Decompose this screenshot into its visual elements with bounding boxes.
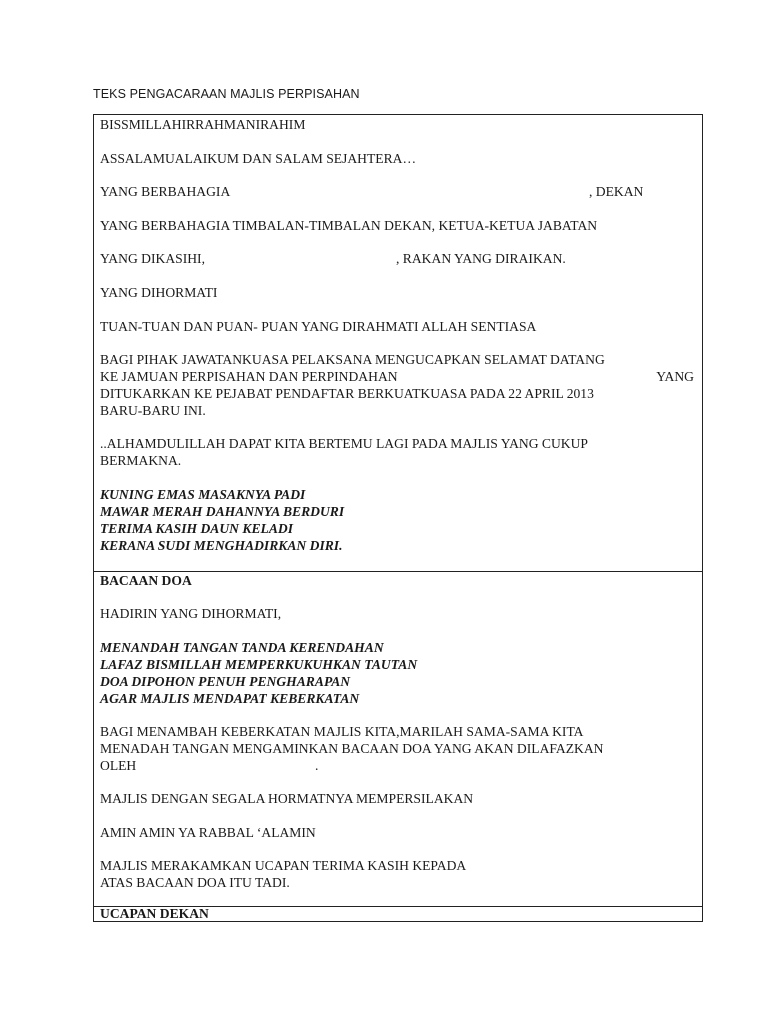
oleh-text: OLEH [100, 758, 137, 773]
doa-pantun-line: MENANDAH TANGAN TANDA KERENDAHAN [100, 640, 384, 655]
dekan-text: , DEKAN [589, 184, 644, 199]
mempersilakan-line: MAJLIS DENGAN SEGALA HORMATNYA MEMPERSILAKAN [100, 791, 474, 806]
bismillah-line: BISSMILLAHIRRAHMANIRAHIM [100, 117, 306, 132]
rakan-text: , RAKAN YANG DIRAIKAN. [396, 251, 566, 266]
doa-para-line-1: BAGI MENAMBAH KEBERKATAN MAJLIS KITA,MARILAH SAMA-SAMA KITA [100, 724, 584, 739]
oleh-period: . [315, 758, 319, 773]
pantun-line: KUNING EMAS MASAKNYA PADI [100, 487, 306, 502]
pantun-line: MAWAR MERAH DAHANNYA BERDURI [100, 504, 345, 519]
salam-line: ASSALAMUALAIKUM DAN SALAM SEJAHTERA… [100, 151, 417, 166]
document-title: TEKS PENGACARAAN MAJLIS PERPISAHAN [93, 87, 360, 101]
doa-para-line-2: MENADAH TANGAN MENGAMINKAN BACAAN DOA YANG AKAN DILAFAZKAN [100, 741, 604, 756]
pantun-line: TERIMA KASIH DAUN KELADI [100, 521, 294, 536]
welcome-line-4: BARU-BARU INI. [100, 403, 206, 418]
opening-section [94, 115, 702, 571]
doa-pantun-line: AGAR MAJLIS MENDAPAT KEBERKATAN [100, 691, 360, 706]
pantun-line: KERANA SUDI MENGHADIRKAN DIRI. [100, 538, 343, 553]
doa-pantun-line: DOA DIPOHON PENUH PENGHARAPAN [100, 674, 351, 689]
welcome-line-2 [100, 368, 694, 385]
thanks-line-1: MAJLIS MERAKAMKAN UCAPAN TERIMA KASIH KEPADA [100, 858, 467, 873]
hadirin-line: HADIRIN YANG DIHORMATI, [100, 606, 282, 621]
ucapan-heading: UCAPAN DEKAN [100, 906, 209, 921]
doa-section [94, 571, 702, 906]
script-table [93, 114, 703, 922]
timbalan-line: YANG BERBAHAGIA TIMBALAN-TIMBALAN DEKAN, KETUA-KETUA JABATAN [100, 218, 598, 233]
doa-heading: BACAAN DOA [100, 573, 192, 588]
welcome-line-3: DITUKARKAN KE PEJABAT PENDAFTAR BERKUATKUASA PADA 22 APRIL 2013 [100, 386, 594, 401]
yang-berbahagia-text: YANG BERBAHAGIA [100, 184, 231, 199]
alhamdulillah-line-1: ..ALHAMDULILLAH DAPAT KITA BERTEMU LAGI PADA MAJLIS YANG CUKUP [100, 436, 588, 451]
dikasihi-line [100, 250, 694, 267]
yang-berbahagia-line [100, 183, 694, 200]
tuan-puan-line: TUAN-TUAN DAN PUAN- PUAN YANG DIRAHMATI ALLAH SENTIASA [100, 319, 537, 334]
doa-para-line-3 [100, 757, 694, 774]
welcome-line-1: BAGI PIHAK JAWATANKUASA PELAKSANA MENGUCAPKAN SELAMAT DATANG [100, 352, 605, 367]
welcome-line-2-left: KE JAMUAN PERPISAHAN DAN PERPINDAHAN [100, 369, 398, 384]
welcome-line-2-right: YANG [656, 369, 694, 384]
ucapan-section [94, 906, 702, 922]
thanks-line-2: ATAS BACAAN DOA ITU TADI. [100, 875, 290, 890]
alhamdulillah-line-2: BERMAKNA. [100, 453, 182, 468]
dikasihi-text: YANG DIKASIHI, [100, 251, 205, 266]
dihormati-line: YANG DIHORMATI [100, 285, 218, 300]
doa-pantun-line: LAFAZ BISMILLAH MEMPERKUKUHKAN TAUTAN [100, 657, 418, 672]
amin-line: AMIN AMIN YA RABBAL ‘ALAMIN [100, 825, 316, 840]
